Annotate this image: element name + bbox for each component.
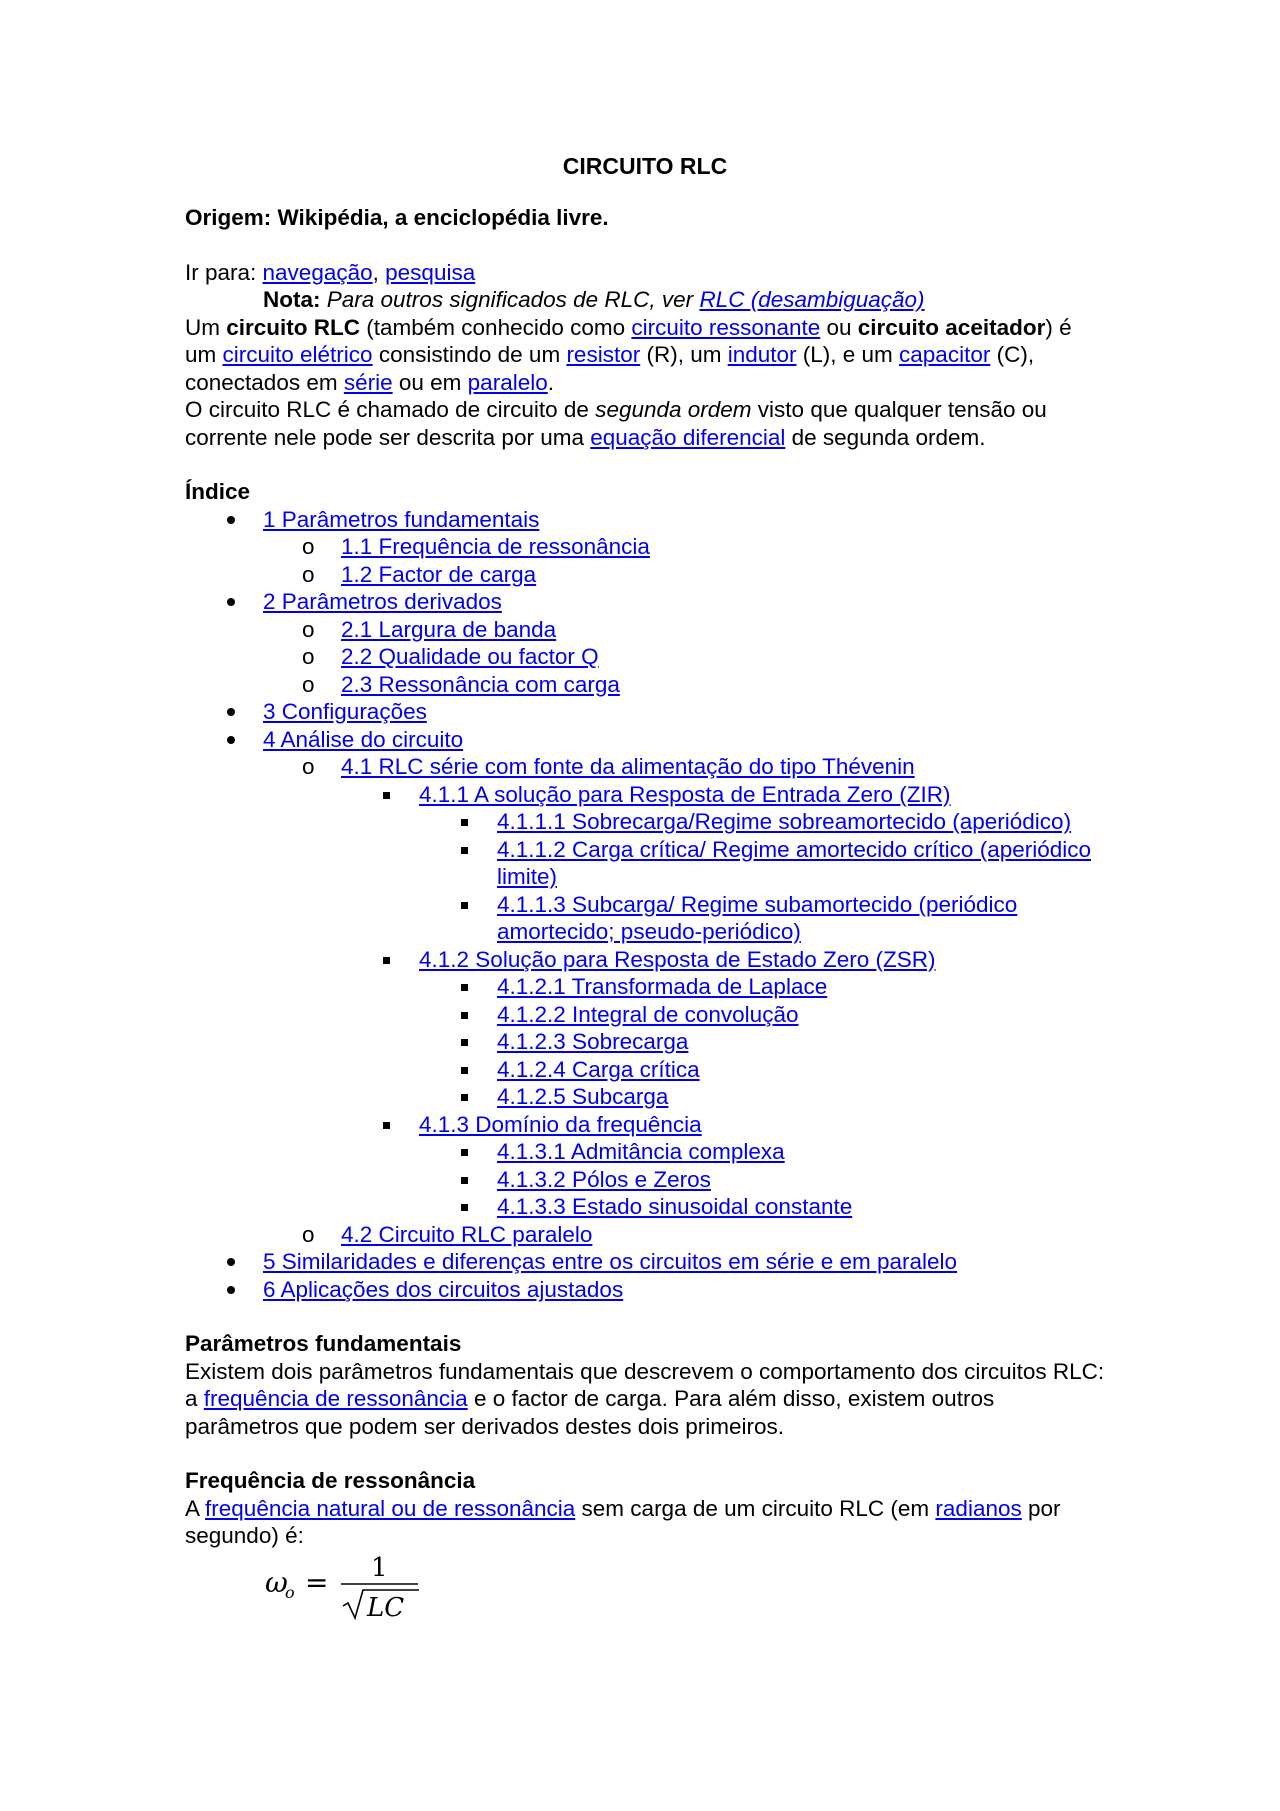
square-bullet-icon xyxy=(461,1149,468,1156)
toc-link[interactable]: 4.1.2.5 Subcarga xyxy=(497,1084,669,1109)
formula-omega: ω xyxy=(265,1565,288,1599)
toc-item xyxy=(185,671,1105,699)
formula-equals: = xyxy=(305,1565,329,1599)
spacer xyxy=(185,1303,1105,1330)
toc-item xyxy=(185,808,1105,836)
intro1-text: (R), um xyxy=(640,342,728,367)
link-frequencia-ressonancia[interactable]: frequência de ressonância xyxy=(203,1386,468,1411)
formula-numerator: 1 xyxy=(371,1552,388,1583)
spacer xyxy=(185,1440,1105,1467)
toc-link[interactable]: 4.1.1 A solução para Resposta de Entrada Zero (ZIR) xyxy=(419,781,951,807)
circle-bullet-icon: o xyxy=(302,671,315,697)
section2-text: por segundo) é: xyxy=(185,1495,1061,1548)
toc-link[interactable]: 4.1.3.2 Pólos e Zeros xyxy=(497,1166,711,1192)
square-bullet-icon xyxy=(383,792,390,799)
toc-link[interactable]: 4 Análise do circuito xyxy=(263,726,464,752)
link-capacitor[interactable]: capacitor xyxy=(899,342,991,367)
square-bullet-icon xyxy=(461,1039,468,1046)
origin-line: Origem: Wikipédia, a enciclopédia livre. xyxy=(185,205,609,230)
toc-link[interactable]: 4.1.1.3 Subcarga/ Regime subamortecido (periódico amortecido; pseudo-periódico) xyxy=(497,891,1018,944)
toc-item xyxy=(185,753,1105,781)
link-indutor[interactable]: indutor xyxy=(727,342,797,367)
toc-link[interactable]: 4.1.2.4 Carga crítica xyxy=(497,1056,700,1082)
intro2-text: visto que qualquer tensão ou corrente nele pode ser descrita por uma xyxy=(185,397,1047,450)
square-bullet-icon xyxy=(461,984,468,991)
toc-item xyxy=(185,506,1105,534)
toc-link[interactable]: 4.1.3 Domínio da frequência xyxy=(419,1111,702,1137)
toc-link[interactable]: 1.2 Factor de carga xyxy=(341,561,537,587)
square-bullet-icon xyxy=(461,847,468,854)
circle-bullet-icon: o xyxy=(302,644,315,669)
toc-link[interactable]: 4.1 RLC série com fonte da alimentação do tipo Thévenin xyxy=(341,754,915,779)
toc-link[interactable]: 6 Aplicações dos circuitos ajustados xyxy=(263,1276,624,1302)
toc-link[interactable]: 2 Parâmetros derivados xyxy=(263,589,502,614)
bullet-icon xyxy=(227,598,235,606)
toc-link[interactable]: 4.1.3.1 Admitância complexa xyxy=(497,1139,785,1164)
toc-item xyxy=(185,1276,1105,1304)
intro1-bold-rlc: circuito RLC xyxy=(226,314,361,340)
intro-paragraph-2 xyxy=(185,396,1105,451)
bullet-icon xyxy=(227,708,235,716)
toc-item xyxy=(185,781,1105,809)
toc-link[interactable]: 4.1.2.1 Transformada de Laplace xyxy=(497,974,828,999)
intro1-text: Um xyxy=(185,314,227,340)
formula-subscript: o xyxy=(285,1582,295,1602)
resonance-formula xyxy=(263,1552,1105,1622)
circle-bullet-icon: o xyxy=(302,561,315,587)
section-heading-fundamentais: Parâmetros fundamentais xyxy=(185,1331,462,1356)
bullet-icon xyxy=(227,736,235,744)
intro1-text: (também conhecido como xyxy=(360,314,632,340)
intro1-text: consistindo de um xyxy=(372,342,567,367)
intro1-text: (C), conectados em xyxy=(185,342,1035,395)
bullet-icon xyxy=(227,1258,235,1266)
toc-item xyxy=(185,891,1105,946)
toc-item xyxy=(185,561,1105,589)
note-text: Para outros significados de RLC, ver xyxy=(320,287,700,312)
toc-item xyxy=(185,836,1105,891)
square-bullet-icon xyxy=(383,957,390,964)
toc-item xyxy=(185,1028,1105,1056)
toc-item xyxy=(185,1083,1105,1111)
formula-denominator: LC xyxy=(367,1592,405,1622)
square-bullet-icon xyxy=(461,1177,468,1184)
toc-item xyxy=(185,616,1105,644)
toc-item xyxy=(185,588,1105,616)
toc-title: Índice xyxy=(185,479,251,504)
bullet-icon xyxy=(227,1286,235,1294)
toc-item xyxy=(185,698,1105,726)
toc-item xyxy=(185,1166,1105,1194)
link-resistor[interactable]: resistor xyxy=(566,342,641,367)
square-bullet-icon xyxy=(461,902,468,909)
toc-item xyxy=(185,946,1105,974)
toc-item xyxy=(185,1111,1105,1139)
intro1-text: ou em xyxy=(392,369,468,395)
square-bullet-icon xyxy=(461,1067,468,1074)
intro2-italic: segunda ordem xyxy=(595,397,752,422)
toc-item xyxy=(185,1138,1105,1166)
toc-item xyxy=(185,1001,1105,1029)
intro1-text: . xyxy=(547,369,554,395)
toc-link[interactable]: 3 Configurações xyxy=(263,699,427,724)
toc-item xyxy=(185,1221,1105,1249)
toc-item xyxy=(185,1056,1105,1084)
intro2-text: de segunda ordem. xyxy=(785,424,986,450)
toc-link[interactable]: 4.1.2.2 Integral de convolução xyxy=(497,1001,799,1027)
spacer xyxy=(185,451,1105,478)
intro1-text: (L), e um xyxy=(796,342,900,367)
document-content xyxy=(185,150,1105,1622)
link-circuito-ressonante[interactable]: circuito ressonante xyxy=(631,314,821,340)
section2-paragraph xyxy=(185,1495,1105,1550)
toc-link[interactable]: 4.1.1.2 Carga crítica/ Regime amortecido crítico (aperiódico limite) xyxy=(497,836,1092,889)
toc-link[interactable]: 4.2 Circuito RLC paralelo xyxy=(341,1221,593,1247)
link-serie[interactable]: série xyxy=(343,369,393,395)
note-label: Nota: xyxy=(263,287,321,312)
toc-item xyxy=(185,1193,1105,1221)
link-circuito-eletrico[interactable]: circuito elétrico xyxy=(222,342,373,367)
table-of-contents xyxy=(185,506,1105,1304)
section2-text: sem carga de um circuito RLC (em xyxy=(575,1495,936,1521)
toc-item xyxy=(185,973,1105,1001)
disambiguation-link[interactable]: RLC (desambiguação) xyxy=(699,287,925,312)
toc-link[interactable]: 2.3 Ressonância com carga xyxy=(341,671,620,697)
link-equacao-diferencial[interactable]: equação diferencial xyxy=(590,424,786,450)
section1-text: Existem dois parâmetros fundamentais que descrevem o comportamento dos circuitos RLC: a xyxy=(185,1358,1105,1411)
bullet-icon xyxy=(227,516,235,524)
section1-paragraph xyxy=(185,1358,1105,1441)
circle-bullet-icon: o xyxy=(302,754,315,779)
section2-text: A xyxy=(185,1495,206,1521)
goto-prefix: Ir para: xyxy=(185,259,263,285)
intro-paragraph-1 xyxy=(185,314,1105,397)
toc-link[interactable]: 4.1.2.3 Sobrecarga xyxy=(497,1029,689,1054)
intro1-bold-aceitador: circuito aceitador xyxy=(857,314,1046,340)
intro2-text: O circuito RLC é chamado de circuito de xyxy=(185,397,596,422)
toc-link[interactable]: 1.1 Frequência de ressonância xyxy=(341,534,650,559)
section1-text: e o factor de carga. Para além disso, existem outros parâmetros que podem ser derivados destes dois primeiros. xyxy=(185,1386,995,1439)
toc-link[interactable]: 4.1.2 Solução para Resposta de Estado Zero (ZSR) xyxy=(419,946,936,972)
page-title: CIRCUITO RLC xyxy=(562,153,728,179)
square-bullet-icon xyxy=(461,1094,468,1101)
intro1-text: ou xyxy=(820,314,858,340)
search-link[interactable]: pesquisa xyxy=(385,259,476,285)
toc-item xyxy=(185,533,1105,561)
circle-bullet-icon: o xyxy=(302,1221,315,1247)
circle-bullet-icon: o xyxy=(302,534,315,559)
toc-link[interactable]: 2.2 Qualidade ou factor Q xyxy=(341,644,599,669)
toc-link[interactable]: 2.1 Largura de banda xyxy=(341,616,557,642)
square-bullet-icon xyxy=(461,819,468,826)
square-bullet-icon xyxy=(383,1122,390,1129)
link-radianos[interactable]: radianos xyxy=(935,1495,1022,1521)
goto-line xyxy=(185,259,1105,287)
toc-link[interactable]: 1 Parâmetros fundamentais xyxy=(263,506,540,532)
link-paralelo[interactable]: paralelo xyxy=(467,369,548,395)
goto-separator: , xyxy=(372,259,386,285)
toc-item xyxy=(185,726,1105,754)
formula-graphic xyxy=(263,1552,443,1622)
disambiguation-note xyxy=(185,286,1105,314)
toc-item xyxy=(185,643,1105,671)
toc-link[interactable]: 5 Similaridades e diferenças entre os circuitos em série e em paralelo xyxy=(263,1249,958,1274)
square-bullet-icon xyxy=(461,1204,468,1211)
link-frequencia-natural[interactable]: frequência natural ou de ressonância xyxy=(205,1495,576,1521)
toc-item xyxy=(185,1248,1105,1276)
toc-link[interactable]: 4.1.1.1 Sobrecarga/Regime sobreamortecido (aperiódico) xyxy=(497,809,1072,834)
navigation-link[interactable]: navegação xyxy=(262,259,373,285)
section-heading-frequencia: Frequência de ressonância xyxy=(185,1468,476,1493)
intro1-text: ) é um xyxy=(185,314,1072,367)
circle-bullet-icon: o xyxy=(302,616,315,642)
toc-link[interactable]: 4.1.3.3 Estado sinusoidal constante xyxy=(497,1194,853,1219)
square-bullet-icon xyxy=(461,1012,468,1019)
